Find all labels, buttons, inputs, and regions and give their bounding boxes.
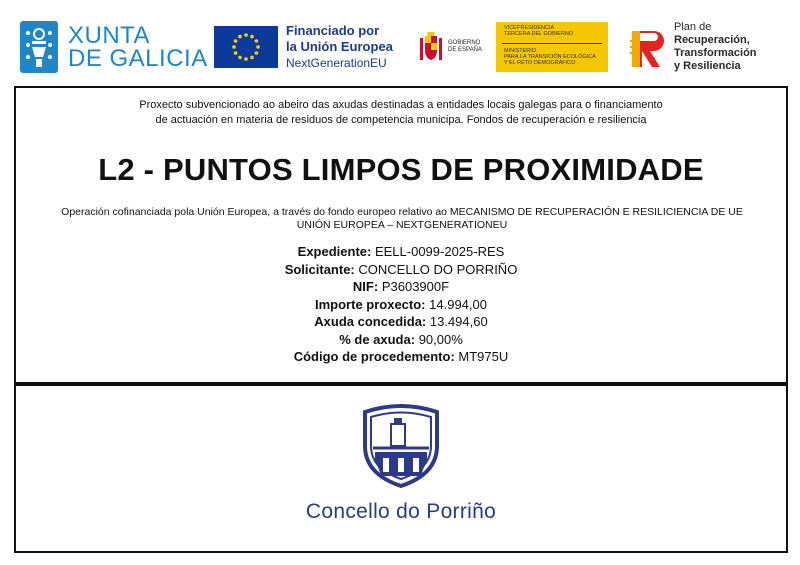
operation-line2: UNIÓN EUROPEA – NEXTGENERATIONEU	[296, 219, 508, 231]
spain-coat-of-arms-icon	[418, 30, 444, 64]
concello-name: Concello do Porriño	[305, 500, 497, 523]
intro-text	[16, 98, 786, 128]
prtr-line3: Transformación	[674, 47, 757, 59]
xunta-logo	[20, 12, 208, 82]
gob-line1: GOBIERNO	[448, 40, 481, 46]
concello-logo-box	[14, 384, 788, 553]
ministerio-line1: MINISTERIO	[504, 48, 537, 54]
prtr-line1: Plan de	[674, 21, 712, 33]
prtr-logo	[628, 12, 757, 82]
eu-logo	[214, 12, 393, 82]
ministerio-line2: PARA LA TRANSICIÓN ECOLÓGICA	[504, 54, 596, 60]
gobierno-logo	[418, 12, 608, 82]
eu-line2: la Unión Europea	[286, 38, 393, 54]
detail-row-expediente: Expediente: EELL-0099-2025-RES	[297, 244, 505, 259]
xunta-line2: DE GALICIA	[68, 45, 208, 72]
porrino-crest-icon	[357, 402, 445, 490]
intro-line2: de actuación en materia de residuos de competencia municipa. Fondos de recuperación e resiliencia	[155, 114, 647, 126]
prtr-line4: y Resiliencia	[674, 60, 741, 72]
detail-row-importe: Importe proxecto: 14.994,00	[315, 296, 487, 312]
eu-line3: NextGenerationEU	[286, 55, 387, 70]
eu-line1: Financiado por	[286, 22, 380, 38]
gob-line2: DE ESPAÑA	[448, 47, 482, 53]
detail-row-nif: NIF: P3603900F	[352, 279, 450, 294]
prtr-line2: Recuperación,	[674, 34, 750, 46]
detail-row-porcentaxe: % de axuda: 90,00%	[339, 331, 463, 347]
operation-text	[32, 206, 772, 232]
operation-line1: Operación cofinanciada pola Unión Europea, a través do fondo europeo relativo ao MECANISMO DE RECUPERACIÓN E RESILICIENCIA DE UE	[61, 206, 743, 218]
page-title: L2 - PUNTOS LIMPOS DE PROXIMIDADE	[98, 152, 704, 187]
project-info-box	[14, 86, 788, 384]
detail-row-axuda: Axuda concedida: 13.494,60	[314, 314, 488, 329]
details-list	[16, 243, 786, 366]
detail-row-procedemento: Código de procedemento: MT975U	[293, 349, 509, 364]
logo-header	[14, 12, 786, 82]
xunta-line1: XUNTA	[68, 22, 151, 49]
detail-row-solicitante: Solicitante: CONCELLO DO PORRIÑO	[284, 261, 518, 277]
ministerio-line3: Y EL RETO DEMOGRÁFICO	[504, 60, 576, 66]
vice-line1: VICEPRESIDENCIA	[504, 25, 555, 31]
eu-flag-icon	[214, 26, 278, 68]
galicia-crest-icon	[20, 21, 58, 73]
vice-line2: TERCERA DEL GOBIERNO	[504, 31, 574, 37]
prtr-emblem-icon	[628, 25, 666, 69]
intro-line1: Proxecto subvencionado ao abeiro das axudas destinadas a entidades locais galegas para o financiamento	[139, 99, 663, 111]
